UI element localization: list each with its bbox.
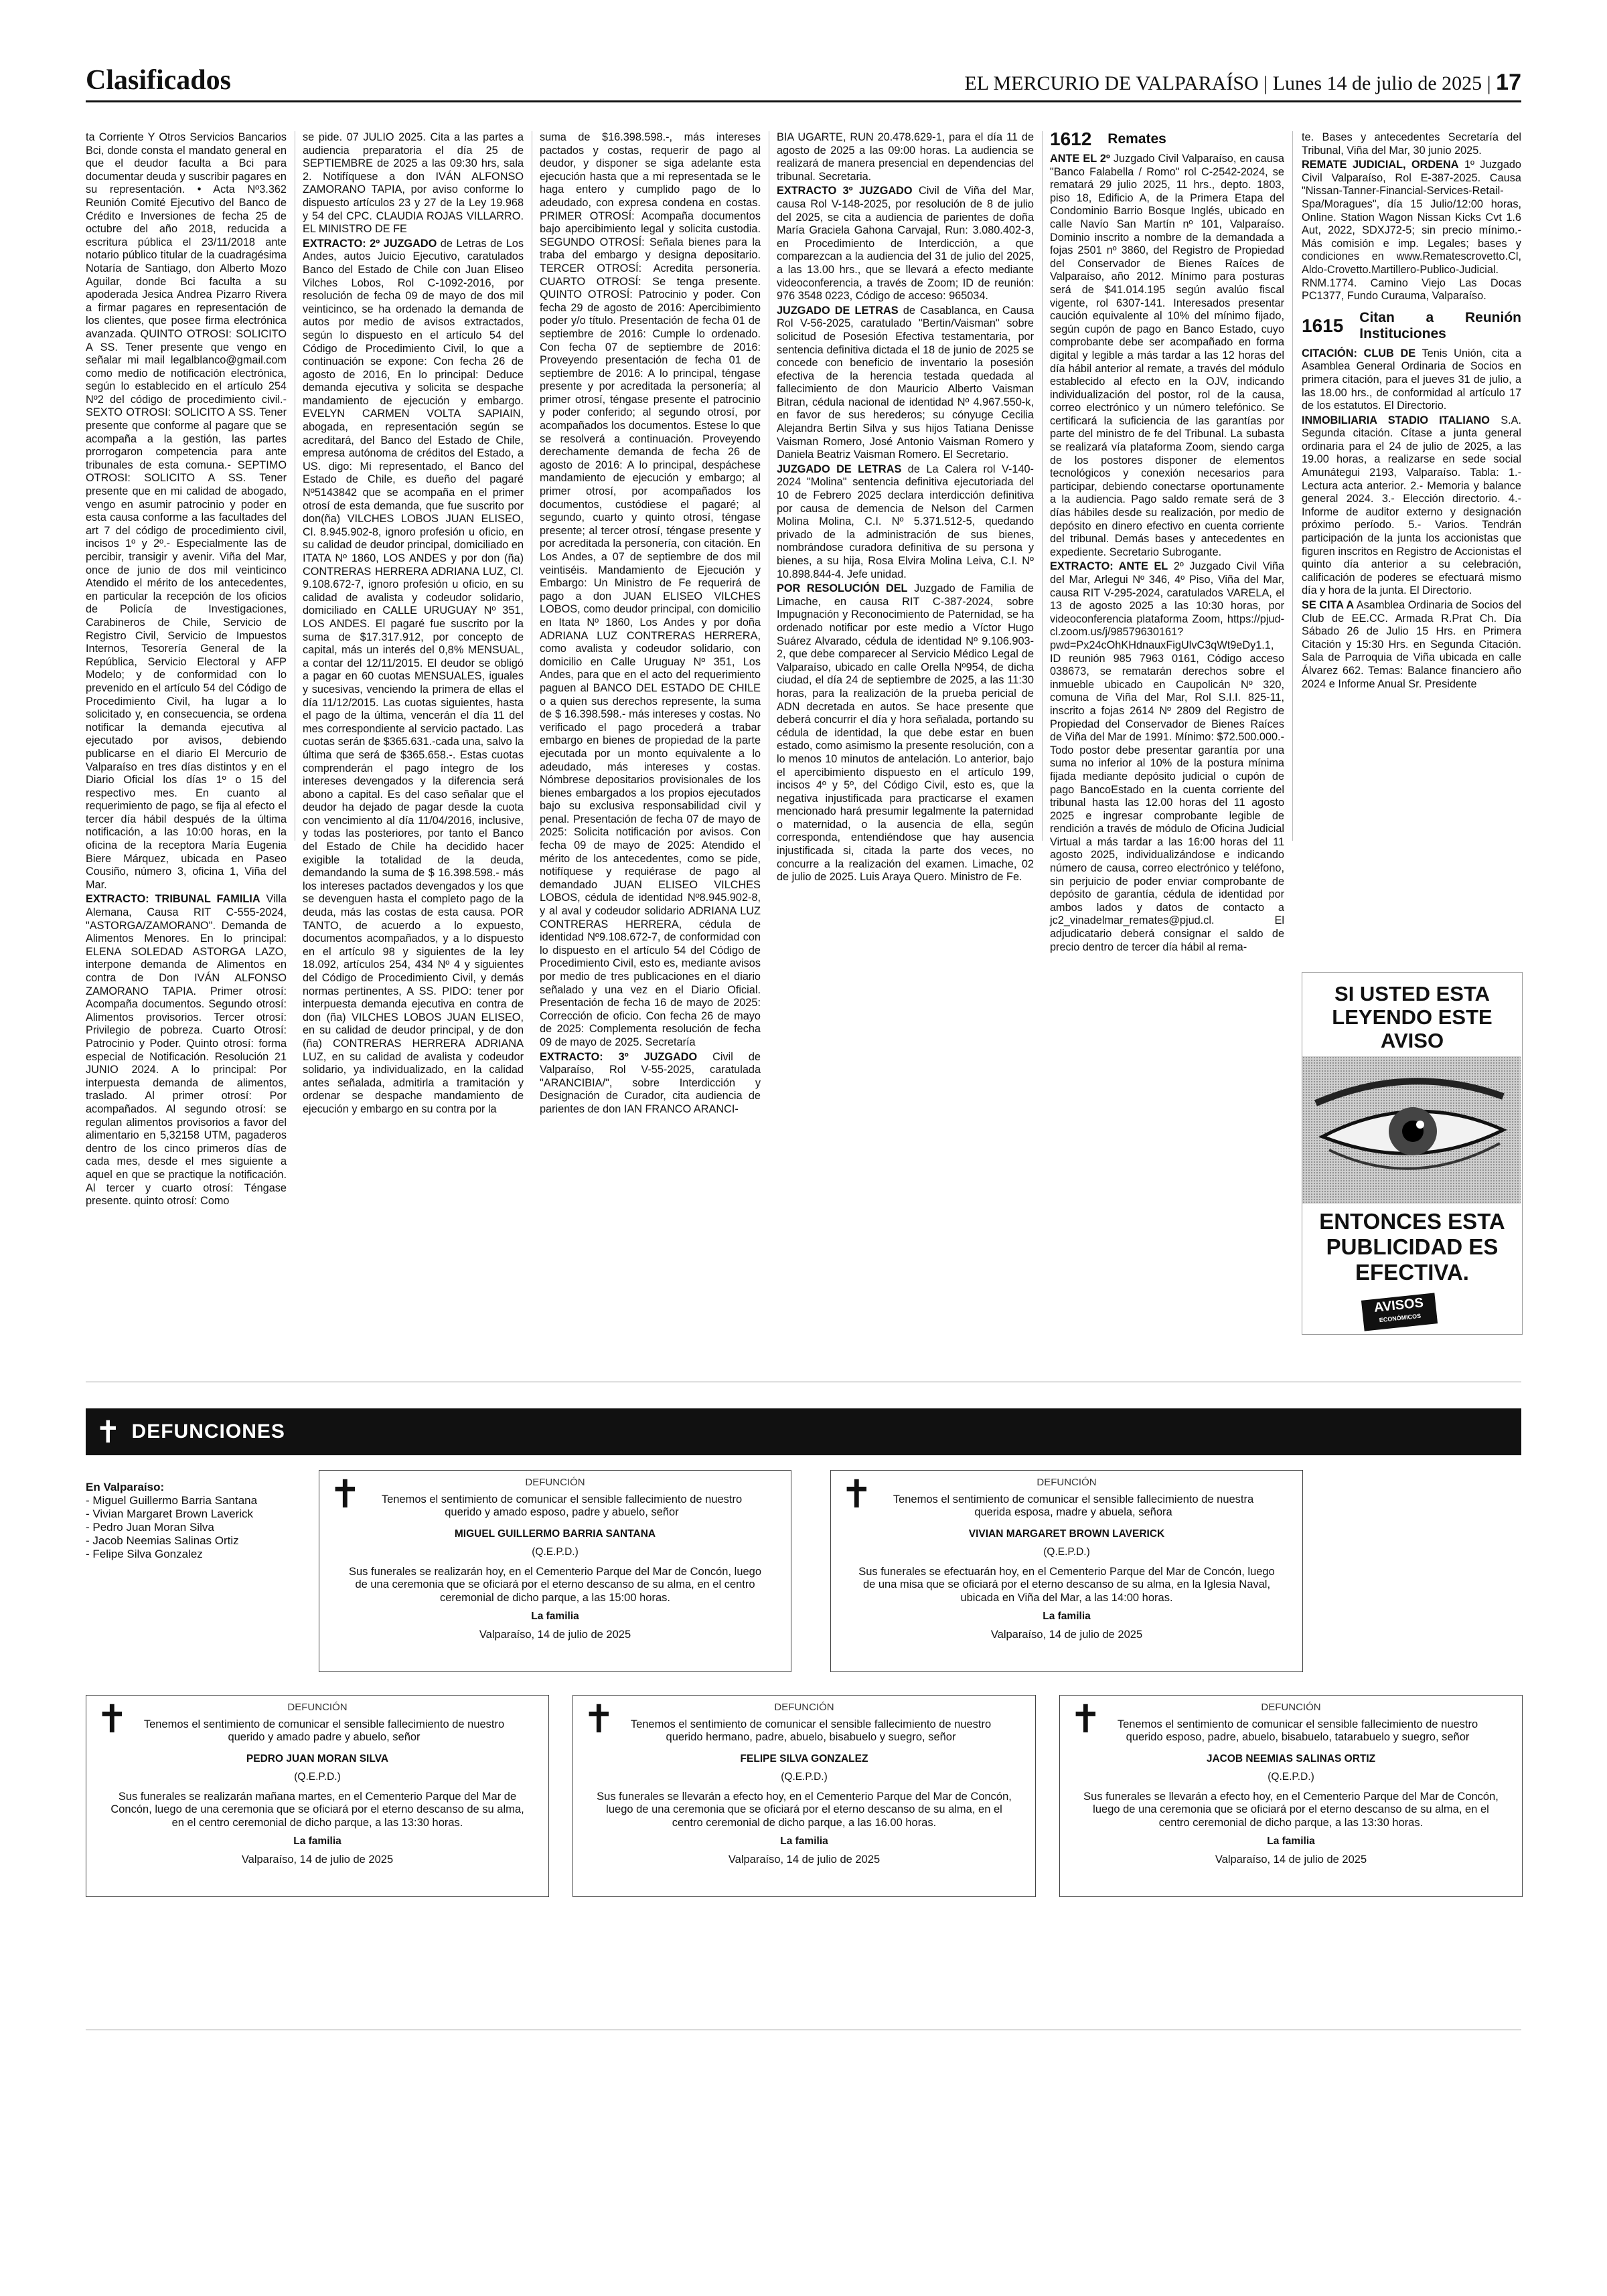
masthead-text: EL MERCURIO DE VALPARAÍSO | Lunes 14 de julio de 2025 | [964, 72, 1491, 94]
column-rule [1292, 131, 1293, 841]
classified-notice: EXTRACTO: 2º JUZGADO de Letras de Los Andes, autos Juicio Ejecutivo, caratulados Banco del Estado de Chile con Juan Eliseo Vilches Lobos, Rol C-1092-2016, por resolución de fecha 09 de mayo de dos mil veinticinco, se ha ordenado la demanda de autos por medio de avisos extractados, según lo dispuesto en el artículo 54 del Código de Procedimiento Civil, lo que a continuación se expone: Con fecha 26 de agosto de 2016, En lo principal: Deduce demanda ejecutiva y solicita se despache mandamiento de ejecución y embargo. EVELYN CARMEN VOLTA SAPIAIN, abogada, en representación según se acreditará, del Banco del Estado de Chile, empresa autónoma de créditos del Estado, a US. digo: Mi representado, el Banco del Estado de Chile, es dueño del pagaré Nº5143842 que se acompaña en el primer otrosí de esta demanda, que fue suscrito por don(ña) VILCHES LOBOS JUAN ELISEO, Cl. 8.945.902-8, ignoro profesión u oficio, en su calidad de deudor principal, domiciliado en ITATA Nº 1860, LOS ANDES y por don (ña) CONTRERAS HERRERA ADRIANA LUZ, Cl. 9.108.672-7, ignoro profesión u oficio, en su calidad de avalista y codeudor solidario, domiciliado en CALLE URUGUAY Nº 351, LOS ANDES. El pagaré fue suscrito por la suma de $17.317.912, por concepto de capital, más un interés del 0,8% MENSUAL, a contar del 12/11/2015. El deudor se obligó a pagar en 60 cuotas MENSUALES, iguales y sucesivas, venciendo la primera de ellas el día 11/12/2015. Las cuotas siguientes, hasta el pago de la última, vencerán el día 11 del mes correspondiente al servicio pactado. Las cuotas serán de $365.631.-cada una, salvo la última que será de $365.658.-. Estas cuotas comprenderán el pago íntegro de los intereses devengados y la diferencia será abono a capital. Es del caso señalar que el deudor ha dejado de pagar desde la cuota con vencimiento al día 11/04/2016, inclusive, y todas las posteriores, por tanto el Banco del Estado de Chile ha decidido hacer exigible la totalidad de la deuda, demandando la suma de $ 16.398.598.- más los intereses pactados devengados y los que se devenguen hasta el completo pago de la deuda, más las costas de esta causa. POR TANTO, de acuerdo a lo expuesto, documentos acompañados, y a lo dispuesto en el artículo 98 y siguientes de la ley 18.092, artículos 254, 434 Nº 4 y siguientes del Código de Procedimiento Civil, y demás normas pertinentes, A SS. PIDO: tener por interpuesta demanda ejecutiva en contra de don (ña) VILCHES LOBOS JUAN ELISEO, en su calidad de deudor principal, y de don (ña) CONTRERAS HERRERA ADRIANA LUZ, en su calidad de avalista y codeudor solidario, ya individualizado, en la calidad antes señalada, admitirla a tramitación y ordenar se despache mandamiento de ejecución y embargo en su contra por la [303, 237, 524, 1115]
category-number: 1612 [1050, 129, 1092, 150]
obituary-intro: Tenemos el sentimiento de comunicar el sensible fallecimiento de nuestro querido y amado esposo, padre y abuelo, señor [381, 1493, 743, 1518]
defunciones-banner [86, 1408, 1521, 1455]
obituary-card [572, 1695, 1036, 1897]
list-item: - Felipe Silva Gonzalez [86, 1548, 203, 1560]
eye-icon [1302, 1056, 1521, 1204]
ad-logo-subtext: ECONÓMICOS [1379, 1312, 1422, 1324]
list-item: - Vivian Margaret Brown Laverick [86, 1507, 254, 1520]
classified-column-6 [1302, 131, 1521, 690]
cross-icon: ✝ [96, 1698, 129, 1741]
obituary-qepd: (Q.E.P.D.) [1043, 1546, 1090, 1558]
classified-column-5 [1050, 129, 1284, 953]
obituary-name: JACOB NEEMIAS SALINAS ORTIZ [1206, 1752, 1376, 1765]
obituary-qepd: (Q.E.P.D.) [532, 1546, 579, 1558]
category-label: Citan a Reunión Instituciones [1359, 309, 1521, 341]
page-number: 17 [1496, 70, 1521, 95]
classified-notice: EXTRACTO: 3º JUZGADO Civil de Valparaíso, Rol V-55-2025, caratulada "ARANCIBIA/", sobre Interdicción y Designación de Curador, cita audiencia de parientes de don IAN FRANCO ARANCI- [540, 1050, 761, 1115]
obituary-kind: DEFUNCIÓN [1037, 1477, 1097, 1488]
defunciones-list [86, 1481, 257, 1561]
classified-column-2 [303, 131, 524, 1115]
obituary-family: La familia [1267, 1835, 1315, 1847]
classified-column-3 [540, 131, 761, 1115]
obituary-intro: Tenemos el sentimiento de comunicar el sensible fallecimiento de nuestro querido y amado padre y abuelo, señor [143, 1718, 505, 1743]
house-advertisement [1302, 972, 1523, 1335]
obituary-intro: Tenemos el sentimiento de comunicar el sensible fallecimiento de nuestro querido hermano, padre, abuelo, bisabuelo y suegro, señor [630, 1718, 992, 1743]
obituary-qepd: (Q.E.P.D.) [1268, 1771, 1314, 1783]
classified-notice: te. Bases y antecedentes Secretaría del Tribunal, Viña del Mar, 30 junio 2025. [1302, 131, 1521, 157]
obituary-kind: DEFUNCIÓN [774, 1702, 834, 1713]
obituary-card [319, 1470, 791, 1672]
cross-icon: ✝ [1069, 1698, 1102, 1741]
ad-tagline: ENTONCES ESTA PUBLICIDAD ES EFECTIVA. [1319, 1209, 1505, 1285]
obituary-family: La familia [780, 1835, 828, 1847]
obituary-place-date: Valparaíso, 14 de julio de 2025 [990, 1628, 1143, 1641]
ad-headline: SI USTED ESTA LEYENDO ESTE AVISO [1332, 982, 1493, 1052]
classified-notice: JUZGADO DE LETRAS de La Calera rol V-140-2024 "Molina" sentencia definitiva ejecutoriada del 10 de Febrero 2025 declara interdicción definitiva por causa de demencia de Nelson del Carmen Molina Molina, C.I. Nº 5.371.512-5, quedando privado de la administración de sus bienes, nombrándose curadora definitiva de su persona y bienes, a su hija, Rosa Elvira Molina Leiva, C.I. Nº 10.898.844-4. Jefe unidad. [777, 463, 1034, 580]
section-title: Clasificados [86, 65, 232, 96]
classified-notice: se pide. 07 JULIO 2025. Cita a las partes a audiencia preparatoria el día 25 de SEPTIEMBRE de 2025 a las 09:30 hrs, sala 2. Notifíquese a don IVÁN ALFONSO ZAMORANO TAPIA, por aviso conforme lo dispuesto artículos 23 y 27 de la Ley 19.968 y 54 del CPC. CLAUDIA ROJAS VILLARRO. EL MINISTRO DE FE [303, 131, 524, 236]
list-item: - Jacob Neemias Salinas Ortiz [86, 1534, 239, 1547]
classified-notice: EXTRACTO: ANTE EL 2º Juzgado Civil Viña del Mar, Arlegui Nº 346, 4º Piso, Viña del Mar, causa RIT V-295-2024, caratulados VARELA, el 13 de agosto 2025 a las 10:30 horas, por videoconferencia plataforma Zoom, https://pjud-cl.zoom.us/j/98579630161?pwd=Px24cOhKHdnauxFigUlvC3qWt9eDy1.1, ID reunión 985 7963 0161, Código acceso 038673, se rematarán derechos sobre el inmueble ubicado en Caupolicán Nº 320, comuna de Viña del Mar, Rol S.I.I. 825-11, inscrito a fojas 2614 Nº 2809 del Registro de Propiedad del Conservador de Bienes Raíces de Viña del Mar de 1991. Mínimo: $72.500.000.- Todo postor debe presentar garantía por una suma no inferior al 10% de la postura mínima fijada mediante depósito judicial o cupón de pago BancoEstado en la cuenta corriente del tribunal hasta las 12.00 horas del 11 agosto 2025 e ingresar comprobante legible de rendición a través de módulo de Oficina Judicial Virtual a más tardar a las 16:00 horas del 11 agosto 2025, individualizándose e indicando número de causa, correo electrónico y teléfono, sin perjuicio de poder enviar comprobante de depósito de garantía, cédula de identidad por ambos lados y datos de contacto a jc2_vinadelmar_remates@pjud.cl. El adjudicatario deberá consignar el saldo de precio dentro de tercer día hábil al rema- [1050, 560, 1284, 953]
cross-icon: ✝ [840, 1473, 873, 1516]
obituary-card [86, 1695, 549, 1897]
classified-notice: ANTE EL 2º Juzgado Civil Valparaíso, en causa "Banco Falabella / Romo" rol C-2542-2024, se rematará 29 julio 2025, 11 hrs., depto. 1803, piso 18, Edificio A, de la Primera Etapa del Condominio Barrio Bosque Inglés, ubicado en calle Navío San Martín nº 101, Valparaíso. Dominio inscrito a nombre de la demandada a fojas 2501 nº 3860, del Registro de Propiedad del Conservador de Bienes Raíces de Valparaíso, año 2012. Mínimo para posturas será de $41.014.195 según avalúo fiscal vigente, rol 6307-141. Interesados presentar caución equivalente al 10% del mínimo fijado, según cupón de pago en Banco Estado, cuyo comprobante debe ser acompañado en forma digital y legible a más tardar a las 12 horas del día hábil anterior al remate, a través del módulo establecido al efecto en la OJV, indicando individualización del postor, rol de la causa, correo electrónico y un número telefónico. Se certificará la suficiencia de las garantías por parte del ministro de fe del Tribunal. La subasta se realizará vía plataforma Zoom, siendo carga de los postores disponer de elementos tecnológicos y conexión necesarios para participar, debiendo conectarse oportunamente a la audiencia. Pago saldo remate será de 3 días hábiles desde su realización, por medio de depósito en dinero efectivo en cuenta corriente del tribunal. Demás bases y antecedentes en expediente. Secretario Subrogante. [1050, 153, 1284, 558]
list-item: - Miguel Guillermo Barria Santana [86, 1494, 258, 1507]
obituary-funeral: Sus funerales se efectuarán hoy, en el Cementerio Parque del Mar de Concón, luego de una misa que se oficiará por el eterno descanso de su alma, en la Iglesia Naval, ubicada en Viña del Mar, a las 14:00 horas. [858, 1565, 1275, 1604]
obituary-place-date: Valparaíso, 14 de julio de 2025 [1215, 1853, 1367, 1866]
obituary-name: VIVIAN MARGARET BROWN LAVERICK [968, 1528, 1165, 1540]
cross-icon: ✝ [583, 1698, 615, 1741]
obituary-name: PEDRO JUAN MORAN SILVA [246, 1752, 389, 1765]
category-label: Remates [1107, 131, 1166, 147]
category-header-remates [1050, 129, 1284, 150]
obituary-name: MIGUEL GUILLERMO BARRIA SANTANA [454, 1528, 656, 1540]
classified-column-4 [777, 131, 1034, 884]
obituary-funeral: Sus funerales se llevarán a efecto hoy, en el Cementerio Parque del Mar de Concón, luego de una ceremonia que se oficiará por el eterno descanso de su alma, en el centro ceremonial de dicho parque, a las 16.00 horas. [597, 1790, 1012, 1829]
obituary-funeral: Sus funerales se realizarán mañana martes, en el Cementerio Parque del Mar de Concón, luego de una ceremonia que se oficiará por el eterno descanso de su alma, en el centro ceremonial de dicho parque, a las 13:30 horas. [110, 1790, 524, 1829]
classified-notice: POR RESOLUCIÓN DEL Juzgado de Familia de Limache, en causa RIT C-387-2024, sobre Impugnación y Reconocimiento de Paternidad, se ha ordenado notificar por este medio a Víctor Hugo Suárez Alvarado, cédula de identidad Nº 9.106.903-2, que debe comparecer al Servicio Médico Legal de Valparaíso, ubicado en calle Orella Nº954, de dicha ciudad, el día 24 de septiembre de 2025, a las 11:30 horas, para la realización de la prueba pericial de ADN decretada en autos. Se hace presente que deberá concurrir el día y hora señalada, portando su cédula de identidad, la que debe estar en buen estado, como asimismo la presente resolución, con a lo menos 10 minutos de antelación. Lo anterior, bajo el apercibimiento dispuesto en el artículo 199, incisos 4º y 5º, del Código Civil, esto es, que la negativa injustificada para practicarse el examen mencionado hará presumir legalmente la paternidad o maternidad, o la ausencia de ella, según corresponda, entendiéndose que hay ausencia injustificada si, citada la parte dos veces, no concurre a la realización del examen. Limache, 02 de julio de 2025. Luis Araya Quero. Ministro de Fe. [777, 582, 1034, 884]
classified-notice: suma de $16.398.598.-, más intereses pactados y costas, requerir de pago al deudor, y disponer se siga adelante esta ejecución hasta que a mi representada se le haga entero y cumplido pago de lo adeudado, con expresa condena en costas. PRIMER OTROSÍ: Acompaña documentos bajo apercibimiento legal y solicita custodia. SEGUNDO OTROSÍ: Señala bienes para la traba del embargo y designa depositario. TERCER OTROSÍ: Acredita personería. CUARTO OTROSÍ: Se tenga presente. QUINTO OTROSÍ: Patrocinio y poder. Con fecha 29 de agosto de 2016: Apercibimiento poder y/o título. Presentación de fecha 01 de septiembre de 2016: Cumple lo ordenado. Con fecha 07 de septiembre de 2016: Proveyendo presentación de fecha 01 de septiembre de 2016: A lo principal, téngase presente y por acreditada la personería; al primer otrosí, téngase presente el patrocinio y poder conferido; al segundo otrosí, por acompañados los documentos. Estese lo que se resolverá a continuación. Proveyendo derechamente demanda de fecha 26 de agosto de 2016: A lo principal, despáchese mandamiento de ejecución y embargo; al primer otrosí, por acompañados los documentos, custódiese el pagaré; al segundo, cuarto y quinto otrosí, téngase presente; al tercer otrosí, téngase presente y por acreditada la personería, con citación. En Los Andes, a 07 de septiembre de dos mil veintiséis. Mandamiento de Ejecución y Embargo: Un Ministro de Fe requerirá de pago a don JUAN ELISEO VILCHES LOBOS, como deudor principal, con domicilio en Itata Nº 1860, Los Andes y por doña ADRIANA LUZ CONTRERAS HERRERA, como avalista y codeudor solidario, con domicilio en Calle Uruguay Nº 351, Los Andes, para que en el acto del requerimiento paguen al BANCO DEL ESTADO DE CHILE o a quien sus derechos represente, la suma de $ 16.398.598.- más intereses y costas. No verificado el pago procederá a trabar embargo en bienes de propiedad de la parte ejecutada por un monto equivalente a lo adeudado, más intereses y costas. Nómbrese depositarios provisionales de los bienes embargados a los propios ejecutados bajo su exclusiva responsabilidad civil y penal. Presentación de fecha 07 de mayo de 2025: Solicita notificación por avisos. Con fecha 09 de mayo de 2025: Atendido el mérito de los antecedentes, como se pide, notifíquese y requiérase de pago al demandado JUAN ELISEO VILCHES LOBOS, cédula de identidad Nº8.945.902-8, y al aval y codeudor solidario ADRIANA LUZ CONTRERAS HERRERA, cédula de identidad Nº9.108.672-7, de conformidad con lo dispuesto en el artículo 54 del Código de Procedimiento Civil, esto es, mediante avisos por medio de tres publicaciones en el diario señalado y una vez en el Diario Oficial. Presentación de fecha 16 de mayo de 2025: Corrección de oficio. Con fecha 26 de mayo de 2025: Complementa resolución de fecha 09 de mayo de 2025. Secretaría [540, 131, 761, 1048]
defunciones-title: DEFUNCIONES [131, 1420, 285, 1443]
category-header-citan [1302, 310, 1521, 342]
classified-column-1 [86, 131, 287, 1208]
list-item: - Pedro Juan Moran Silva [86, 1521, 214, 1534]
obituary-intro: Tenemos el sentimiento de comunicar el sensible fallecimiento de nuestro querido esposo, padre, abuelo, bisabuelo, tatarabuelo y suegro, señor [1117, 1718, 1478, 1743]
obituary-family: La familia [531, 1611, 579, 1622]
category-number: 1615 [1302, 315, 1344, 336]
cross-icon: ✝ [329, 1473, 362, 1516]
obituary-place-date: Valparaíso, 14 de julio de 2025 [241, 1853, 394, 1866]
obituary-place-date: Valparaíso, 14 de julio de 2025 [479, 1628, 631, 1641]
obituary-funeral: Sus funerales se realizarán hoy, en el Cementerio Parque del Mar de Concón, luego de una ceremonia que se oficiará por el eterno descanso de su alma, en el centro ceremonial de dicho parque, a las 15:00 horas. [348, 1565, 762, 1604]
ad-logo-text: AVISOS [1373, 1295, 1424, 1315]
obituary-intro: Tenemos el sentimiento de comunicar el sensible fallecimiento de nuestra querida esposa, madre y abuela, señora [893, 1493, 1254, 1518]
avisos-logo [1361, 1293, 1438, 1331]
obituary-family: La familia [293, 1835, 341, 1847]
obituary-kind: DEFUNCIÓN [1261, 1702, 1321, 1713]
obituary-qepd: (Q.E.P.D.) [781, 1771, 828, 1783]
obituary-card [830, 1470, 1303, 1672]
classified-notice: INMOBILIARIA STADIO ITALIANO S.A. Segunda citación. Cítase a junta general ordinaria para el 24 de julio de 2025, a las 19.00 horas, a realizarse en sede social Amunátegui 2193, Valparaíso. Tabla: 1.- Lectura acta anterior. 2.- Memoria y balance general 2024. 3.- Elección directorio. 4.- Informe de auditor externo y designación próximo período. 5.- Varios. Tendrán participación de la junta los accionistas que figuren inscritos en Registro de Accionistas el quinto día anterior a su celebración, calificación de poderes se efectuará mismo día y hora de la junta. El Directorio. [1302, 414, 1521, 597]
obituary-place-date: Valparaíso, 14 de julio de 2025 [728, 1853, 881, 1866]
classified-notice: JUZGADO DE LETRAS de Casablanca, en Causa Rol V-56-2025, caratulado "Bertin/Vaisman" sobre solicitud de Posesión Efectiva testamentaria, por sentencia definitiva dictada el 18 de junio de 2025 se concede con beneficio de inventario la posesión efectiva de la herencia testada quedada al fallecimiento de don Mauricio Alberto Vaisman Bitran, cédula nacional de identidad Nº 4.967.550-k, en favor de sus herederos; su cónyuge Cecilia Alejandra Bertin Silva y sus hijos Tatiana Denisse Vaisman Romero, José Antonio Vaisman Romero y Daniela Beatriz Vaisman Romero. El Secretario. [777, 304, 1034, 461]
classified-notice: EXTRACTO: TRIBUNAL FAMILIA Villa Alemana, Causa RIT C-555-2024, "ASTORGA/ZAMORANO". Demanda de Alimentos Menores. En lo principal: ELENA SOLEDAD ASTORGA LAZO, interpone demanda de Alimentos en contra de Don IVÁN ALFONSO ZAMORANO TAPIA. Primer otrosí: Acompaña documentos. Segundo otrosí: Alimentos provisorios. Tercer otrosí: Privilegio de pobreza. Cuarto Otrosí: Patrocinio y Poder. Quinto otrosí: forma especial de Notificación. Resolución 21 JUNIO 2024. A lo principal: Por interpuesta demanda de alimentos, traslado. Al primer otrosí: Por acompañados. Al segundo otrosí: se regulan alimentos provisorios a favor del alimentario en 5,32158 UTM, pagaderos dentro de los cinco primeros días de cada mes, desde el mes siguiente a aquel en que se practique la notificación. Al tercer y cuarto otrosí: Téngase presente. quinto otrosí: Como [86, 893, 287, 1208]
obituary-funeral: Sus funerales se llevarán a efecto hoy, en el Cementerio Parque del Mar de Concón, luego de una ceremonia que se oficiará por el eterno descanso de su alma, en el centro ceremonial de dicho parque, a las 13:30 horas. [1083, 1790, 1499, 1829]
classified-notice: EXTRACTO 3º JUZGADO Civil de Viña del Mar, causa Rol V-148-2025, por resolución de 8 de julio del 2025, se cita a audiencia de parientes de doña María Graciela Gahona Carvajal, Run: 3.080.402-3, en Procedimiento de Interdicción, a que comparezcan a la audiencia del 31 de julio del 2025, a las 13.00 hrs., que se llevará a efecto mediante videoconferencia, a través de Zoom; ID de reunión: 976 3548 0223, Código de acceso: 965034. [777, 185, 1034, 303]
header-rule [86, 100, 1521, 102]
obituary-kind: DEFUNCIÓN [287, 1702, 348, 1713]
cross-icon: ✝ [95, 1414, 121, 1449]
column-rule [1042, 131, 1043, 841]
obituary-card [1059, 1695, 1523, 1897]
obituary-kind: DEFUNCIÓN [525, 1477, 585, 1488]
classified-notice: BIA UGARTE, RUN 20.478.629-1, para el día 11 de agosto de 2025 a las 09:00 horas. La audiencia se realizará de manera presencial en dependencias del tribunal. Secretaria. [777, 131, 1034, 183]
obituary-family: La familia [1043, 1611, 1091, 1622]
masthead [964, 70, 1521, 96]
classified-notice: CITACIÓN: CLUB DE Tenis Unión, cita a Asamblea General Ordinaria de Socios en primera citación, para el jueves 31 de julio, a las 18.00 hrs., de conformidad al artículo 17 de los estatutos. El Directorio. [1302, 347, 1521, 412]
classified-notice: ta Corriente Y Otros Servicios Bancarios Bci, donde consta el mandato general en que el deudor faculta a Bci para documentar deuda y suscribir pagares en su representación. • Acta Nº3.362 Reunión Comité Ejecutivo del Banco de Crédito e Inversiones de fecha 25 de octubre del año 2018, reducida a escritura pública el 23/11/2018 ante notario público titular de la cuadragésima Notaría de Santiago, don Alberto Mozo Aguilar, donde Bci faculta a su apoderada Jesica Andrea Pizarro Rivera a firmar pagares en representación de los clientes, que posee firma electrónica avanzada. QUINTO OTROSI: SOLICITO A SS. Tener presente que vengo en señalar mi mail legalblanco@gmail.com como medio de notificación electrónica, según lo establecido en el artículo 254 Nº2 del código de procedimiento civil.- SEXTO OTROSI: SOLICITO A SS. Tener presente que conforme al pagare que se acompaña a la gestión, las partes prorrogaron competencia para ante tribunales de esta comuna.- SEPTIMO OTROSI: SOLICITO A SS. Tener presente que en mi calidad de abogado, vengo en asumir patrocinio y poder en esta causa conforme a las facultades del art 7 del código de procedimiento civil, incisos 1º y 2º.- Especialmente las de percibir, transigir y avenir. Viña del Mar, once de junio de dos mil veinticinco Atendido el mérito de los antecedentes, en particular la recepción de los oficios de Policía de Investigaciones, Carabineros de Chile, Servicio de Registro Civil, Servicio de Impuestos Internos, Tesorería General de la República, Servicio Electoral y AFP Modelo; y de conformidad con lo prevenido en el artículo 54 del Código de Procedimiento Civil, ha lugar a lo solicitado y, en consecuencia, se ordena notificar la demanda ejecutiva al ejecutado por avisos, debiendo publicarse en el diario El Mercurio de Valparaíso en tres días distintos y en el Diario Oficial los días 1º o 15 del respectivo mes. En cuanto al requerimiento de pago, se fija al efecto el tercer día hábil después de la última notificación, a las 10:00 horas, en la oficina de la receptora María Eugenia Biere Márquez, ubicada en Paseo Cousiño, número 3, oficina 1, Viña del Mar. [86, 131, 287, 891]
list-heading: En Valparaíso: [86, 1481, 165, 1493]
classified-notice: SE CITA A Asamblea Ordinaria de Socios del Club de EE.CC. Armada R.Prat Ch. Día Sábado 26 de Julio 15 Hrs. en Primera Citación y 15:30 Hrs. en Segunda Citación. Sala de Parroquia de Viña ubicada en calle Álvarez 662. Temas: Balance financiero año 2024 e Informe Anual Sr. Presidente [1302, 599, 1521, 690]
obituary-name: FELIPE SILVA GONZALEZ [740, 1752, 868, 1765]
obituary-qepd: (Q.E.P.D.) [294, 1771, 341, 1783]
classified-notice: REMATE JUDICIAL, ORDENA 1º Juzgado Civil Valparaíso, Rol E-387-2025. Causa "Nissan-Tanner-Financial-Services-Retail-Spa/Moragues", día 15 Julio/12:00 horas, Online. Station Wagon Nissan Kicks Cvt 1.6 Aut, 2022, SDXJ72-5; sin precio mínimo.- Más comisión e imp. Legales; bases y condiciones en www.Rematescrovetto.Cl, Aldo-Crovetto.Martillero-Publico-Judicial. RNM.1774. Camino Viejo Las Docas PC1377, Fundo Curauma, Valparaíso. [1302, 159, 1521, 303]
